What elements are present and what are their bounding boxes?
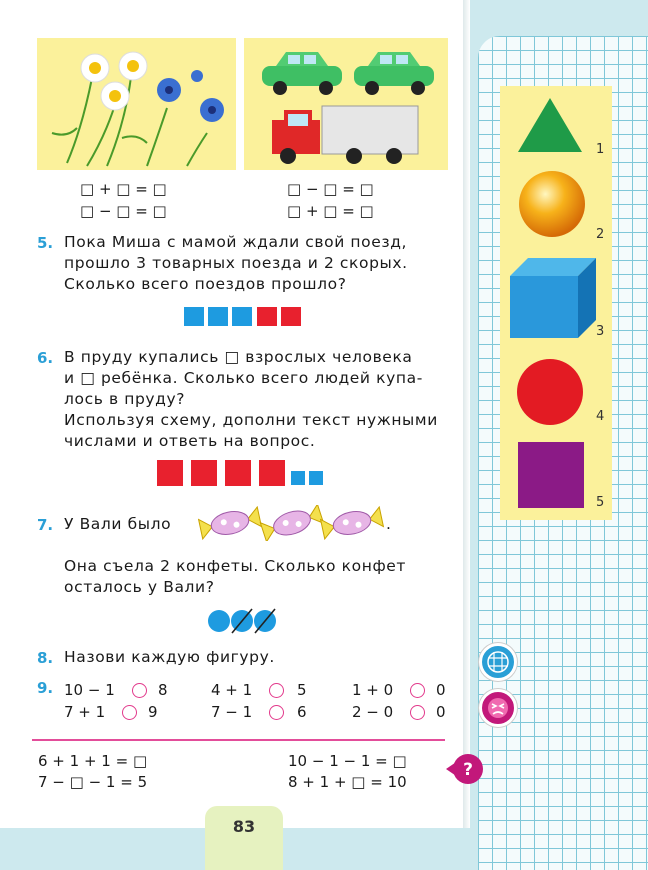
cube-icon [510, 258, 596, 338]
expr: 1 + 0 [352, 681, 394, 699]
task-4-left-eq-1: □ + □ = □ [80, 180, 167, 198]
scheme-square-red [257, 307, 277, 326]
scheme-square-red [157, 460, 183, 486]
flowers-picture [37, 38, 236, 170]
grid-button[interactable] [479, 643, 517, 681]
shapes-panel [500, 86, 612, 520]
task-6-line-5: числами и ответь на вопрос. [64, 432, 316, 450]
task-7-line-1: У Вали было [64, 515, 172, 533]
compare-circle[interactable] [269, 683, 284, 698]
expr: 7 + 1 [64, 703, 106, 721]
expr: 10 − 1 [64, 681, 115, 699]
task-6-line-3: лось в пруду? [64, 390, 186, 408]
task-4-right-eq-2: □ + □ = □ [287, 202, 374, 220]
scheme-square-blue [184, 307, 204, 326]
task-6-number: 6. [37, 349, 54, 367]
value: 8 [158, 681, 168, 699]
task-7-scheme [206, 608, 278, 634]
value: 0 [436, 681, 446, 699]
think-button[interactable] [479, 689, 517, 727]
compare-circle[interactable] [410, 683, 425, 698]
compare-circle[interactable] [132, 683, 147, 698]
task-4-left-eq-2: □ − □ = □ [80, 202, 167, 220]
vehicles-picture [244, 38, 448, 170]
svg-text:?: ? [463, 760, 473, 780]
task-7-line-2: Она съела 2 конфеты. Сколько конфет [64, 557, 407, 575]
extra-eq-1: 6 + 1 + 1 = □ [38, 752, 148, 770]
puzzled-face-icon [482, 692, 514, 724]
sphere-icon [519, 171, 585, 237]
expr: 7 − 1 [211, 703, 253, 721]
scheme-circle [208, 610, 230, 632]
task-8-number: 8. [37, 649, 54, 667]
vehicles-icon [244, 38, 448, 170]
task-5-line-2: прошло 3 товарных поезда и 2 скорых. [64, 254, 408, 272]
scheme-square-red [191, 460, 217, 486]
circle-icon [517, 359, 583, 425]
grid-icon [482, 646, 514, 678]
compare-circle[interactable] [122, 705, 137, 720]
divider-line [32, 739, 445, 741]
task-5-line-3: Сколько всего поездов прошло? [64, 275, 347, 293]
shape-label-5: 5 [596, 495, 605, 510]
expr: 4 + 1 [211, 681, 253, 699]
page-fold [463, 0, 470, 870]
task-6-line-2: и □ ребёнка. Сколько всего людей купа- [64, 369, 423, 387]
candies-icon [198, 505, 388, 541]
shape-label-3: 3 [596, 324, 605, 339]
scheme-square-blue-small [309, 471, 323, 485]
shape-label-2: 2 [596, 227, 605, 242]
task-5-number: 5. [37, 234, 54, 252]
value: 5 [297, 681, 307, 699]
task-6-line-1: В пруду купались □ взрослых человека [64, 348, 413, 366]
value: 0 [436, 703, 446, 721]
triangle-icon [518, 98, 582, 152]
extra-eq-3: 10 − 1 − 1 = □ [288, 752, 407, 770]
task-6-line-4: Используя схему, дополни текст нужными [64, 411, 438, 429]
scheme-square-red [281, 307, 301, 326]
question-icon[interactable] [446, 750, 484, 788]
scheme-square-blue [232, 307, 252, 326]
scheme-square-blue-small [291, 471, 305, 485]
task-8-text: Назови каждую фигуру. [64, 648, 275, 666]
extra-eq-4: 8 + 1 + □ = 10 [288, 773, 407, 791]
task-4-right-eq-1: □ − □ = □ [287, 180, 374, 198]
task-7-period: . [386, 515, 392, 533]
square-icon [518, 442, 584, 508]
scheme-square-red [225, 460, 251, 486]
task-9-number: 9. [37, 679, 54, 697]
flowers-icon [37, 38, 236, 170]
page-number: 83 [205, 806, 283, 870]
shape-label-1: 1 [596, 142, 605, 157]
scheme-square-red [259, 460, 285, 486]
compare-circle[interactable] [410, 705, 425, 720]
extra-eq-2: 7 − □ − 1 = 5 [38, 773, 148, 791]
value: 9 [148, 703, 158, 721]
expr: 2 − 0 [352, 703, 394, 721]
shape-label-4: 4 [596, 409, 605, 424]
task-5-line-1: Пока Миша с мамой ждали свой поезд, [64, 233, 408, 251]
task-7-number: 7. [37, 516, 54, 534]
task-7-line-3: осталось у Вали? [64, 578, 215, 596]
compare-circle[interactable] [269, 705, 284, 720]
value: 6 [297, 703, 307, 721]
scheme-square-blue [208, 307, 228, 326]
